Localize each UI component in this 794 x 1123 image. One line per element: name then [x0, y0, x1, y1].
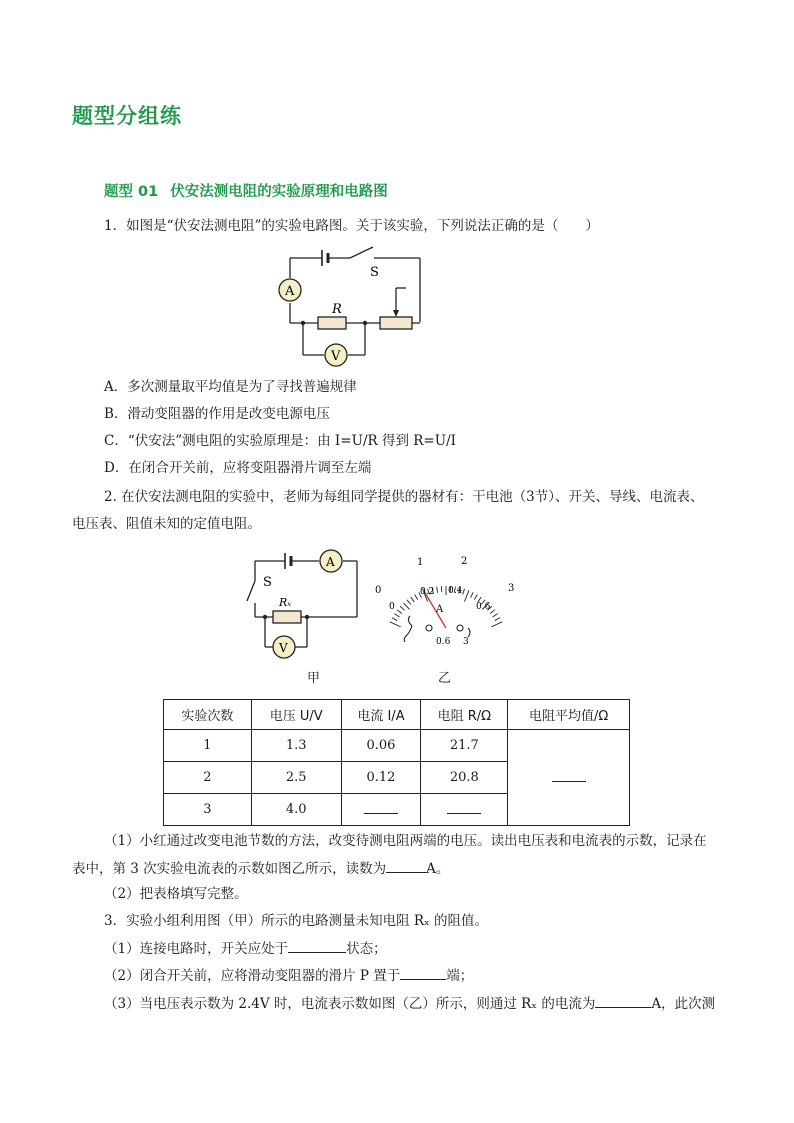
table-row: [164, 730, 630, 762]
section-heading: 伏安法测电阻的实验原理和电路图: [170, 184, 388, 200]
q3-sub1: [104, 938, 387, 959]
dial-tick: [411, 597, 414, 602]
q3-sub3: [104, 993, 715, 1014]
main-title: 题型分组练: [72, 104, 182, 128]
q2-sub2: （2）把表格填写完整。: [104, 886, 248, 902]
q2-stem-line1: 2. 在伏安法测电阻的实验中，老师为每组同学提供的器材有：干电池（3节）、开关、导线、电流表、: [104, 489, 704, 505]
dial-unit: A: [436, 604, 444, 615]
table-header-row: [164, 700, 630, 730]
answer-blank[interactable]: [386, 858, 426, 873]
measurement-table: [163, 699, 630, 826]
dial-tick: [407, 600, 411, 605]
q1-ammeter-label: A: [285, 284, 295, 299]
q3-sub3-text: （3）当电压表示数为 2.4V 时，电流表示数如图（乙）所示，则通过 Rₓ 的电流为: [104, 996, 596, 1012]
dial-tick: [415, 594, 418, 599]
answer-blank[interactable]: [552, 769, 586, 782]
dial-bottom-1: 0.2: [420, 587, 435, 597]
q1-option-a: A．多次测量取平均值是为了寻找普遍规律: [104, 379, 357, 395]
table-cell: 2: [164, 762, 252, 794]
answer-blank[interactable]: [288, 938, 346, 953]
q1-switch-label: S: [370, 265, 379, 280]
answer-blank[interactable]: [447, 801, 481, 814]
fig-caption-jia: 甲: [307, 671, 321, 686]
dial-tick: [464, 590, 468, 601]
dial-bottom-0: 0: [389, 602, 395, 612]
q3-sub2: [104, 965, 473, 986]
answer-blank[interactable]: [400, 965, 446, 980]
table-cell: 0.12: [341, 762, 421, 794]
dial-top-2: 2: [461, 556, 468, 567]
q1-option-c: C．“伏安法”测电阻的实验原理是：由 I=U/R 得到 R=U/I: [104, 433, 456, 449]
dial-top-0: 0: [375, 585, 382, 596]
dial-tick: [394, 614, 399, 617]
dial-tick: [390, 622, 401, 627]
table-cell: 3: [164, 794, 252, 826]
q3-sub1-tail: 状态；: [346, 941, 387, 957]
q3-sub2-text: （2）闭合开关前，应将滑动变阻器的滑片 P 置于: [104, 968, 401, 984]
table-cell: 21.7: [421, 730, 508, 762]
dial-top-3: 3: [508, 583, 515, 594]
q3-sub2-tail: 端；: [446, 968, 474, 984]
q1-option-b: B．滑动变阻器的作用是改变电源电压: [104, 406, 330, 422]
dial-tick: [403, 603, 409, 610]
dial-tick: [495, 618, 500, 621]
table-header: 电阻 R/Ω: [421, 700, 508, 730]
q1-circuit-diagram: [270, 240, 430, 375]
q3-stem: 3．实验小组利用图（甲）所示的电路测量未知电阻 Rₓ 的阻值。: [104, 913, 489, 929]
answer-blank[interactable]: [364, 801, 398, 814]
dial-terminal-3: 3: [463, 637, 469, 647]
section-title: [104, 180, 388, 201]
q2-sub1-unit: A。: [426, 861, 450, 877]
table-cell: 4.0: [251, 794, 341, 826]
dial-tick: [474, 594, 477, 599]
table-cell-blank[interactable]: [421, 794, 508, 826]
dial-terminal-06: 0.6: [436, 637, 451, 647]
dial-tick: [437, 587, 438, 593]
dial-tick: [491, 622, 502, 627]
q2-resistor-label: Rₓ: [279, 596, 292, 609]
q1-resistor-label: R: [332, 302, 342, 317]
dial-bottom-3: 0.6: [476, 602, 491, 612]
dial-tick: [400, 606, 404, 610]
dial-top-1: 1: [417, 557, 424, 568]
q2-sub1-line2: [72, 858, 449, 879]
table-cell: 1.3: [251, 730, 341, 762]
q2-circuit-jia: [235, 545, 370, 660]
fig-caption-yi: 乙: [438, 671, 452, 686]
q3-sub3-tail: A，此次测: [651, 996, 716, 1012]
table-cell: 2.5: [251, 762, 341, 794]
q2-switch-label: S: [263, 575, 272, 590]
table-header: 实验次数: [164, 700, 252, 730]
q1-voltmeter-label: V: [331, 349, 341, 364]
table-header: 电阻平均值/Ω: [508, 700, 630, 730]
section-label: 题型 01: [104, 184, 159, 200]
table-cell-blank[interactable]: [341, 794, 421, 826]
dial-tick: [471, 592, 474, 597]
q2-sub1-line1: （1）小红通过改变电池节数的方法，改变待测电阻两端的电压。读出电压表和电流表的示数，记录在: [104, 833, 707, 849]
average-resistance-cell: [508, 730, 630, 826]
q2-ammeter-dial: [368, 548, 518, 653]
dial-tick: [490, 610, 495, 614]
q2-ammeter-label: A: [326, 555, 335, 569]
table-header: 电流 I/A: [341, 700, 421, 730]
q2-voltmeter-label: V: [279, 641, 288, 655]
dial-tick: [463, 589, 465, 595]
table-cell: 0.06: [341, 730, 421, 762]
q1-option-d: D．在闭合开关前，应将变阻器滑片调至左端: [104, 460, 372, 476]
q1-stem: 1．如图是“伏安法测电阻”的实验电路图。关于该实验，下列说法正确的是（ ）: [104, 218, 599, 234]
dial-tick: [392, 618, 397, 621]
table-cell: 1: [164, 730, 252, 762]
table-cell: 20.8: [421, 762, 508, 794]
dial-bottom-2: 0.4: [448, 586, 463, 596]
q3-sub1-text: （1）连接电路时，开关应处于: [104, 941, 289, 957]
q2-sub1-text: 表中，第 3 次实验电流表的示数如图乙所示，读数为: [72, 861, 387, 877]
dial-tick: [493, 614, 498, 617]
table-header: 电压 U/V: [251, 700, 341, 730]
q2-stem-line2: 电压表、阻值未知的定值电阻。: [72, 516, 261, 532]
answer-blank[interactable]: [595, 993, 651, 1008]
dial-tick: [397, 610, 402, 614]
